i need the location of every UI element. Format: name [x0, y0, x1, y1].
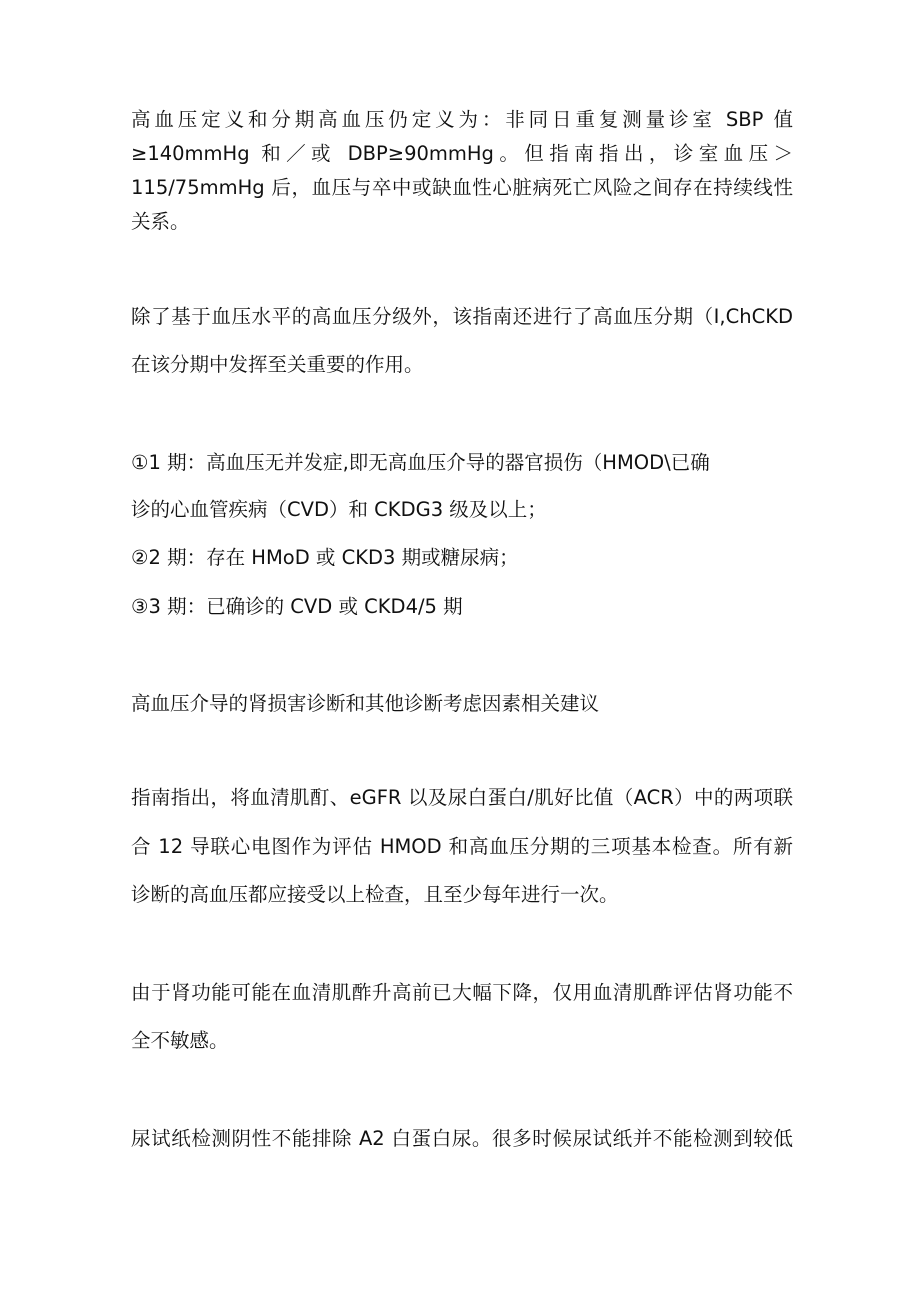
- stage2-item: ②2 期：存在 HMoD 或 CKD3 期或糖尿病；: [131, 546, 519, 569]
- para1-line2: ≥140mmHg 和／或 DBP≥90mmHg。但指南指出，诊室血压＞: [131, 142, 793, 165]
- para4-line2: 全不敏感。: [131, 1029, 229, 1052]
- stage3-item: ③3 期：已确诊的 CVD 或 CKD4/5 期: [131, 595, 463, 618]
- para3-line3: 诊断的高血压都应接受以上检查，且至少每年进行一次。: [131, 883, 619, 906]
- stage1-line1: ①1 期：高血压无并发症,即无高血压介导的器官损伤（HMOD\已确: [131, 451, 710, 474]
- para5-line1: 尿试纸检测阴性不能排除 A2 白蛋白尿。很多时候尿试纸并不能检测到较低: [131, 1127, 793, 1150]
- section-heading: 高血压介导的肾损害诊断和其他诊断考虑因素相关建议: [131, 692, 600, 715]
- para1-line4: 关系。: [131, 210, 190, 233]
- para1-line3: 115/75mmHg 后，血压与卒中或缺血性心脏病死亡风险之间存在持续线性: [131, 176, 793, 199]
- para3-line1: 指南指出，将血清肌酊、eGFR 以及尿白蛋白/肌好比值（ACR）中的两项联: [131, 786, 793, 809]
- para4-line1: 由于肾功能可能在血清肌酢升高前已大幅下降，仅用血清肌酢评估肾功能不: [131, 981, 793, 1004]
- para2-line1: 除了基于血压水平的高血压分级外，该指南还进行了高血压分期（I,ChCKD: [131, 305, 793, 328]
- para2-line2: 在该分期中发挥至关重要的作用。: [131, 353, 424, 376]
- stage1-line2: 诊的心血管疾病（CVD）和 CKDG3 级及以上；: [131, 498, 547, 521]
- para3-line2: 合 12 导联心电图作为评估 HMOD 和高血压分期的三项基本检查。所有新: [131, 835, 793, 858]
- para1-line1: 高血压定义和分期高血压仍定义为：非同日重复测量诊室 SBP 值: [131, 108, 793, 131]
